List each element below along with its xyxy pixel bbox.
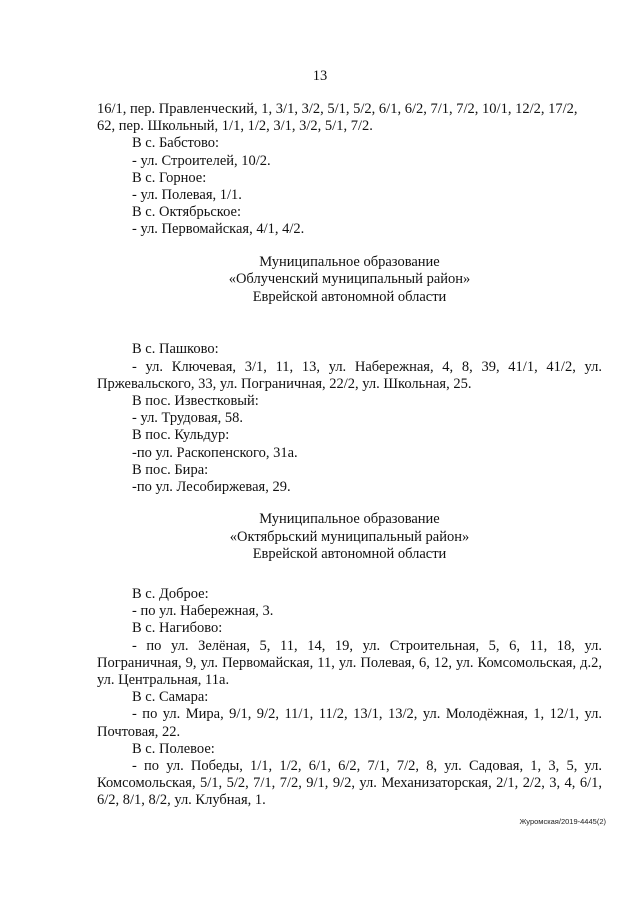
section-heading-line: Муниципальное образование (259, 253, 440, 270)
section-heading-line: Муниципальное образование (259, 511, 440, 528)
settlement-heading: В с. Пашково: (132, 341, 219, 358)
intro-line: 62, пер. Школьный, 1/1, 1/2, 3/1, 3/2, 5/1, 7/2. (97, 118, 373, 135)
section-heading-line: Еврейской автономной области (252, 288, 447, 305)
address-item: -по ул. Лесобиржевая, 29. (132, 479, 291, 496)
address-item: - по ул. Зелёная, 5, 11, 14, 19, ул. Строительная, 5, 6, 11, 18, ул. Пограничная, 9, ул. Первомайская, 11, ул. Полевая, 6, 12, ул. Комсомольская, д.2, ул. Центральная, 11а. (97, 637, 602, 689)
settlement-heading: В с. Полевое: (132, 740, 215, 757)
address-item: - по ул. Набережная, 3. (132, 603, 274, 620)
address-item: - ул. Трудовая, 58. (132, 410, 244, 427)
settlement-heading: В пос. Бира: (132, 461, 209, 478)
section-heading-line: Еврейской автономной области (252, 546, 447, 563)
settlement-heading: В с. Самара: (132, 689, 209, 706)
document-footer-code: Журомская/2019-4445(2) (519, 817, 606, 826)
address-item: - ул. Ключевая, 3/1, 11, 13, ул. Набережная, 4, 8, 39, 41/1, 41/2, ул. Пржевальского, 33, ул. Пограничная, 22/2, ул. Школьная, 25. (97, 358, 602, 392)
settlement-heading: В с. Нагибово: (132, 620, 223, 637)
settlement-heading: В пос. Известковый: (132, 393, 259, 410)
intro-line: 16/1, пер. Правленческий, 1, 3/1, 3/2, 5/1, 5/2, 6/1, 6/2, 7/1, 7/2, 10/1, 12/2, 17/2, (97, 101, 578, 117)
section-heading-line: «Октябрьский муниципальный район» (229, 528, 470, 545)
address-item: - по ул. Мира, 9/1, 9/2, 11/1, 11/2, 13/1, 13/2, ул. Молодёжная, 1, 12/1, ул. Почтовая, 22. (97, 706, 602, 740)
settlement-heading: В с. Бабстово: (132, 135, 219, 152)
settlement-heading: В пос. Кульдур: (132, 427, 230, 444)
page-number: 13 (312, 68, 328, 84)
address-item: - ул. Полевая, 1/1. (132, 187, 242, 204)
address-item: - ул. Строителей, 10/2. (132, 152, 271, 169)
section-heading-oktyabrsky (97, 511, 602, 564)
document-body (97, 101, 602, 810)
section-heading-line: «Облученский муниципальный район» (228, 271, 471, 288)
settlement-heading: В с. Доброе: (132, 586, 209, 603)
settlement-heading: В с. Горное: (132, 169, 207, 186)
address-item: - ул. Первомайская, 4/1, 4/2. (132, 221, 305, 238)
address-item: -по ул. Раскопенского, 31а. (132, 444, 298, 461)
settlement-heading: В с. Октябрьское: (132, 204, 241, 221)
section-heading-obluchensky (97, 254, 602, 307)
address-item: - по ул. Победы, 1/1, 1/2, 6/1, 6/2, 7/1, 7/2, 8, ул. Садовая, 1, 3, 5, ул. Комсомольская, 5/1, 5/2, 7/1, 7/2, 9/1, 9/2, ул. Механизаторская, 2/1, 2/2, 3, 4, 6/1, 6/2, 8/1, 8/2, ул. Клубная, 1. (97, 758, 602, 809)
